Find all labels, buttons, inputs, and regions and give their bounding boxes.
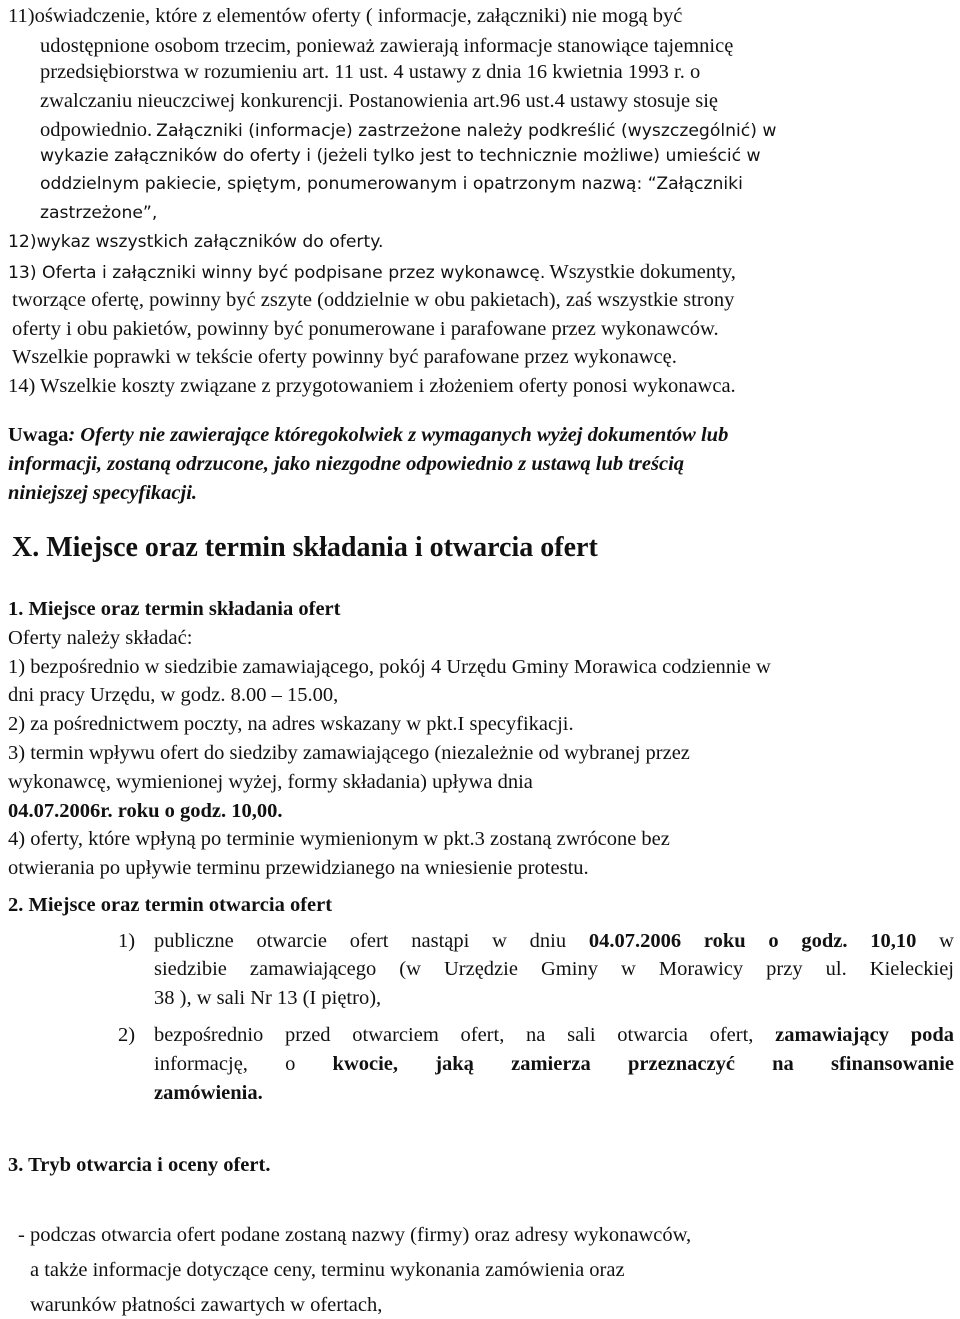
s1-item-1-line-1: 1) bezpośrednio w siedzibie zamawiającego, pokój 4 Urzędu Gminy Morawica codziennie w [8,656,771,678]
p12-line: 12)wykaz wszystkich załączników do oferty. [8,232,384,252]
p13-line-2: tworzące ofertę, powinny być zszyte (oddzielnie w obu pakietach), zaś wszystkie strony [12,289,735,311]
s2-heading: 2. Miejsce oraz termin otwarcia ofert [8,894,333,916]
s1-item-2: 2) za pośrednictwem poczty, na adres wskazany w pkt.I specyfikacji. [8,713,574,735]
s1-item-3-line-1: 3) termin wpływu ofert do siedziby zamawiającego (niezależnie od wybranej przez [8,742,690,764]
s1-item-4-line-2: otwierania po upływie terminu przewidzianego na wniesienie protestu. [8,857,589,879]
s2-item-1-line-2: siedzibie zamawiającego (w Urzędzie Gminy w Morawicy przy ul. Kieleckiej [154,958,954,980]
uwaga-line-3: niniejszej specyfikacji. [8,482,198,504]
s3-line-1: - podczas otwarcia ofert podane zostaną nazwy (firmy) oraz adresy wykonawców, [18,1224,692,1246]
p13-line-4: Wszelkie poprawki w tekście oferty powinny być parafowane przez wykonawcę. [12,346,677,368]
p13-line-3: oferty i obu pakietów, powinny być ponumerowane i parafowane przez wykonawców. [12,318,719,340]
uwaga-line-1 [8,425,728,446]
s2-item-1-text-a: publiczne otwarcie ofert nastąpi w dniu [154,930,589,952]
p11-line-5a: odpowiednio. [40,119,153,141]
uwaga-text-1: : Oferty nie zawierające któregokolwiek z wymaganych wyżej dokumentów lub [68,424,729,446]
s2-item-2-number: 2) [118,1024,136,1046]
uwaga-label: Uwaga [8,424,69,446]
s2-item-2-line-1 [154,1025,954,1046]
s2-item-1-number: 1) [118,930,136,952]
s2-item-2-line-2 [154,1054,954,1075]
s2-item-2-text-b: zamawiający poda [775,1024,954,1046]
s2-item-1-line-1 [154,931,954,952]
s1-item-3-line-2: wykonawcę, wymienionej wyżej, formy składania) upływa dnia [8,771,533,793]
section-x-heading: X. Miejsce oraz termin składania i otwarcia ofert [12,532,598,563]
p11-line-4: zwalczaniu nieuczciwej konkurencji. Postanowienia art.96 ust.4 ustawy stosuje się [40,90,719,112]
s3-line-3: warunków płatności zawartych w ofertach, [30,1294,383,1316]
p11-line-3: przedsiębiorstwa w rozumieniu art. 11 ust. 4 ustawy z dnia 16 kwietnia 1993 r. o [40,61,701,83]
s2-item-1-date: 04.07.2006 roku o godz. 10,10 [588,930,917,952]
s2-item-2-text-c: informację, o [154,1053,296,1075]
s2-item-2-text-a: bezpośrednio przed otwarciem ofert, na sali otwarcia ofert, [154,1024,776,1046]
s1-item-1-line-2: dni pracy Urzędu, w godz. 8.00 – 15.00, [8,684,339,706]
s1-intro: Oferty należy składać: [8,627,193,649]
s2-item-1-line-3: 38 ), w sali Nr 13 (I piętro), [154,987,382,1009]
p11-line-5b: Załączniki (informacje) zastrzeżone należy podkreślić (wyszczególnić) w [156,121,777,141]
s1-item-3-line-3: 04.07.2006r. roku o godz. 10,00. [8,800,283,822]
p11-line-6: wykazie załączników do oferty i (jeżeli tylko jest to technicznie możliwe) umieścić w [40,146,761,166]
p13-line-1b: Wszystkie dokumenty, [549,261,736,283]
p11-line-1: 11)oświadczenie, które z elementów oferty ( informacje, załączniki) nie mogą być [8,5,683,27]
p11-line-7: oddzielnym pakiecie, spiętym, ponumerowanym i opatrzonym nazwą: “Załączniki [40,174,743,194]
s2-item-2-line-3: zamówienia. [154,1082,263,1104]
s3-heading: 3. Tryb otwarcia i oceny ofert. [8,1154,271,1176]
s1-item-4-line-1: 4) oferty, które wpłyną po terminie wymienionym w pkt.3 zostaną zwrócone bez [8,828,670,850]
s2-item-2-text-d: kwocie, jaką zamierza przeznaczyć na sfinansowanie [332,1053,955,1075]
p11-line-5 [40,120,776,141]
s2-item-1-text-c: w [916,930,954,952]
uwaga-line-2: informacji, zostaną odrzucone, jako niezgodne odpowiednio z ustawą lub treścią [8,453,685,475]
p11-line-2: udostępnione osobom trzecim, ponieważ zawierają informacje stanowiące tajemnicę [40,35,734,57]
p11-line-8: zastrzeżone”, [40,203,158,223]
s1-heading: 1. Miejsce oraz termin składania ofert [8,598,341,620]
s3-line-2: a także informacje dotyczące ceny, terminu wykonania zamówienia oraz [30,1259,625,1281]
p14-line: 14) Wszelkie koszty związane z przygotowaniem i złożeniem oferty ponosi wykonawca. [8,375,736,397]
p13-line-1a: 13) Oferta i załączniki winny być podpisane przez wykonawcę. [8,263,546,283]
p13-line-1 [8,262,736,283]
